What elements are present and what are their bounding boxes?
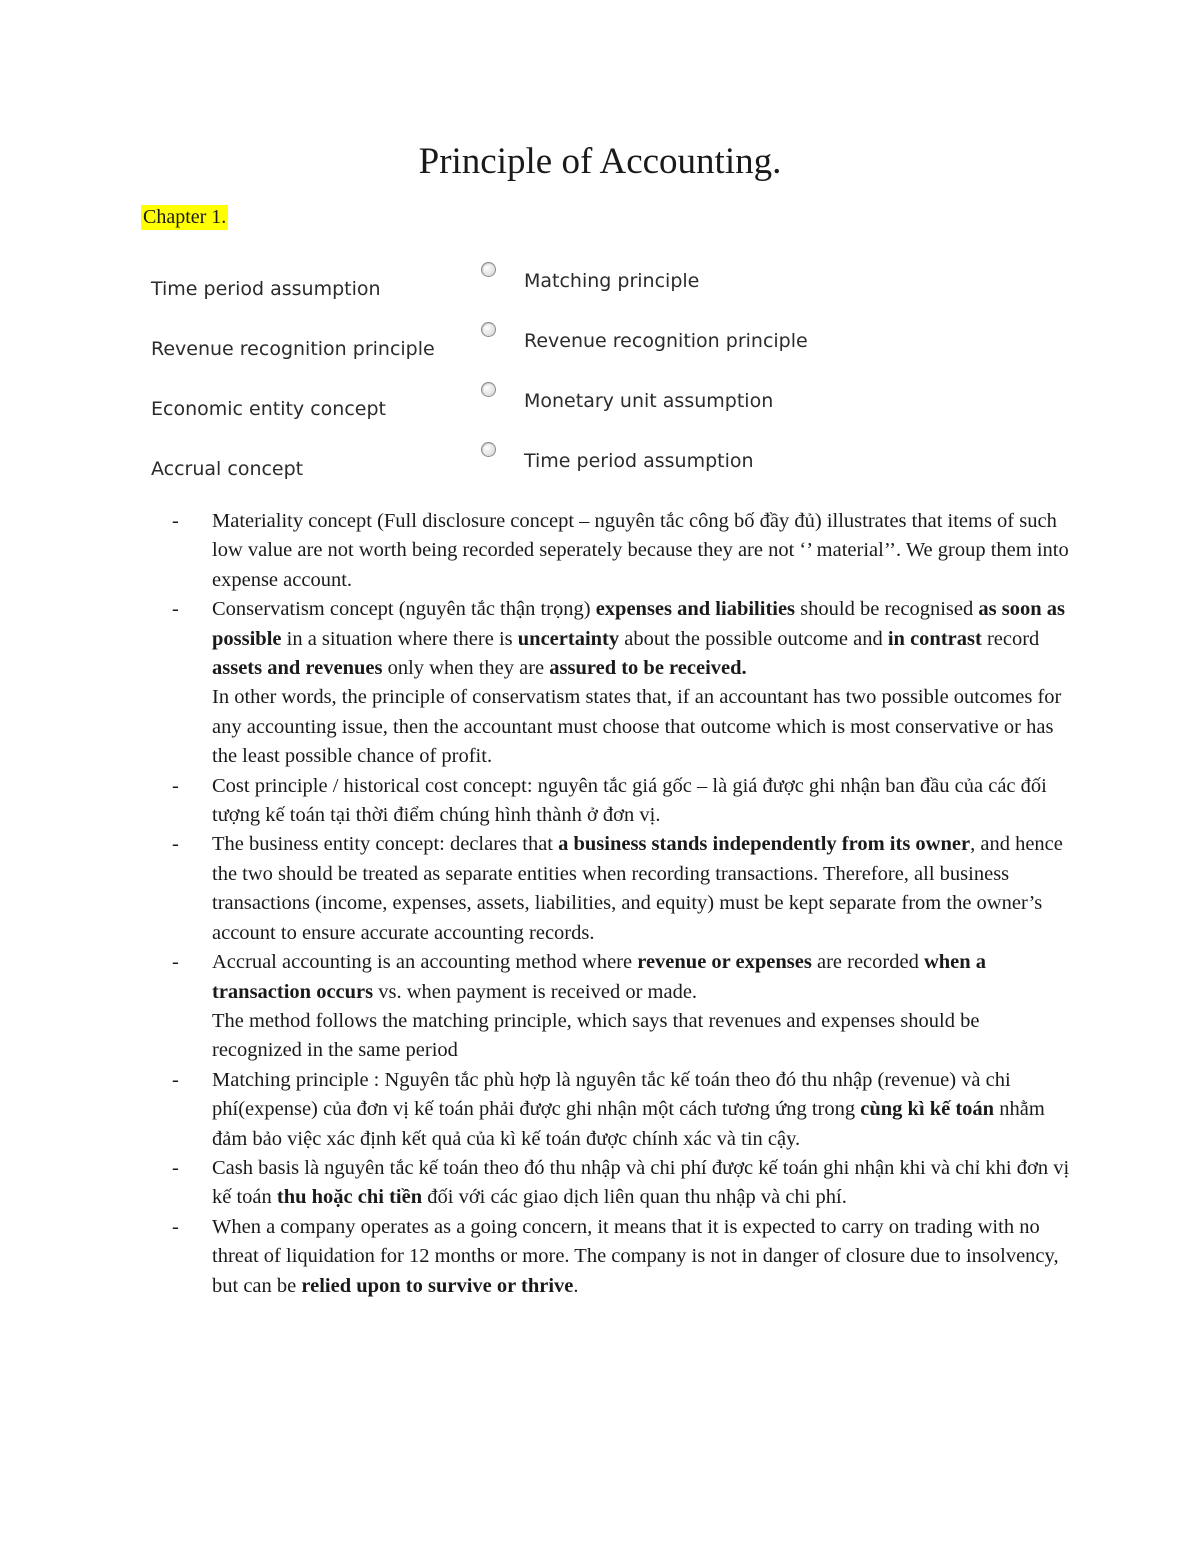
text-run: about the possible outcome and [619,627,888,650]
page-title: Principle of Accounting. [418,141,782,182]
bold-text: uncertainty [517,627,620,650]
bullet-text [212,1213,1072,1301]
quiz-option-label: Time period assumption [524,450,754,472]
bold-text: thu hoặc chi tiền [276,1186,423,1209]
bold-text: when a transaction occurs [212,951,987,1003]
radio-button-icon[interactable] [481,322,496,337]
quiz-term: Economic entity concept [151,398,386,420]
quiz-term: Accrual concept [151,458,304,480]
bullet-text [212,830,1072,948]
bullet-dash: - [172,1068,179,1091]
bullet-text [212,1154,1072,1213]
text-run: When a company operates as a going concern, it means that it is expected to carry on trading with no threat of liquidation for 12 months or more. The company is not in danger of closure due to insolvency, but can be [212,1215,1059,1297]
text-run: record [981,627,1040,650]
text-run: in a situation where there is [281,627,518,650]
bullet-item [172,595,1072,771]
radio-button-icon[interactable] [481,382,496,397]
text-run: Cost principle / historical cost concept: nguyên tắc giá gốc – là giá được ghi nhận ban đầu của các đối tượng kế toán tại thời điểm chúng hình thành ở đơn vị. [212,774,1047,827]
text-run: , and hence the two should be treated as separate entities when recording transactions. Therefore, all business transactions (income, expenses, assets, liabilities, and equity) must be kept separate from the owner’s account to ensure accurate accounting records. [212,833,1063,944]
bullet-dash: - [172,598,179,621]
bold-text: relied upon to survive or thrive [301,1274,574,1297]
text-run: Matching principle : Nguyên tắc phù hợp là nguyên tắc kế toán theo đó thu nhập (revenue) và chi phí(expense) của đơn vị kế toán phải được ghi nhận một cách tương ứng trong [212,1068,1011,1121]
bullet-dash: - [172,774,179,797]
bullet-item [172,830,1072,948]
bullet-continuation: In other words, the principle of conservatism states that, if an accountant has two possible outcomes for any accounting issue, then the accountant must choose that outcome which is most conservative or has the least possible chance of profit. [212,686,1062,768]
text-run: Materiality concept (Full disclosure concept – nguyên tắc công bố đầy đủ) illustrates that items of such low value are not worth being recorded seperately because they are not ‘’ material’’. We group them into expense account. [212,510,1069,591]
text-run: Conservatism concept (nguyên tắc thận trọng) [212,598,596,621]
bullet-dash: - [172,951,179,974]
chapter-heading: Chapter 1. [143,206,227,228]
bullet-item [172,507,1072,595]
text-run: should be recognised [795,598,979,621]
radio-button-icon[interactable] [481,442,496,457]
bullet-text [212,772,1072,831]
quiz-term: Revenue recognition principle [151,338,435,360]
quiz-term: Time period assumption [151,278,381,300]
text-run: The business entity concept: declares that [212,833,559,856]
quiz-terms [151,278,435,518]
bold-text: as soon as possible [212,598,1065,650]
text-run: vs. when payment is received or made. [373,980,698,1003]
text-run: only when they are [382,657,550,680]
bold-text: assured to be received. [549,657,747,680]
text-run: are recorded [811,951,924,974]
bold-text: revenue or expenses [637,951,812,974]
bullet-continuation: The method follows the matching principle, which says that revenues and expenses should be recognized in the same period [212,1009,980,1062]
radio-button-icon[interactable] [481,262,496,277]
concept-bullet-list [172,507,1072,1301]
text-run: . [573,1274,579,1297]
bold-text: expenses and liabilities [595,598,796,621]
bold-text: assets and revenues [212,657,383,680]
bullet-dash: - [172,1215,179,1238]
quiz-option-label: Monetary unit assumption [524,390,774,412]
text-run: Cash basis là nguyên tắc kế toán theo đó thu nhập và chi phí được kế toán ghi nhận khi và chỉ khi đơn vị kế toán [212,1156,1070,1209]
text-run: đối với các giao dịch liên quan thu nhập và chi phí. [422,1186,847,1209]
bullet-item [172,948,1072,1066]
bullet-item [172,772,1072,831]
bullet-dash: - [172,1156,179,1179]
bold-text: in contrast [887,627,982,650]
bullet-dash: - [172,833,179,856]
quiz-option-label: Matching principle [524,270,700,292]
bold-text: cùng kì kế toán [860,1098,995,1121]
bold-text: a business stands independently from its owner [558,833,971,856]
bullet-item [172,1154,1072,1213]
text-run: nhằm đảm bảo việc xác định kết quả của kì kế toán được chính xác và tin cậy. [212,1098,1045,1150]
text-run: Accrual accounting is an accounting method where [212,951,638,974]
bullet-text [212,948,1072,1007]
quiz-option-label: Revenue recognition principle [524,330,808,352]
bullet-dash: - [172,510,179,532]
bullet-text [212,1066,1072,1154]
bullet-item [172,1213,1072,1301]
bullet-text [212,595,1072,683]
bullet-text [212,507,1072,595]
bullet-item [172,1066,1072,1154]
